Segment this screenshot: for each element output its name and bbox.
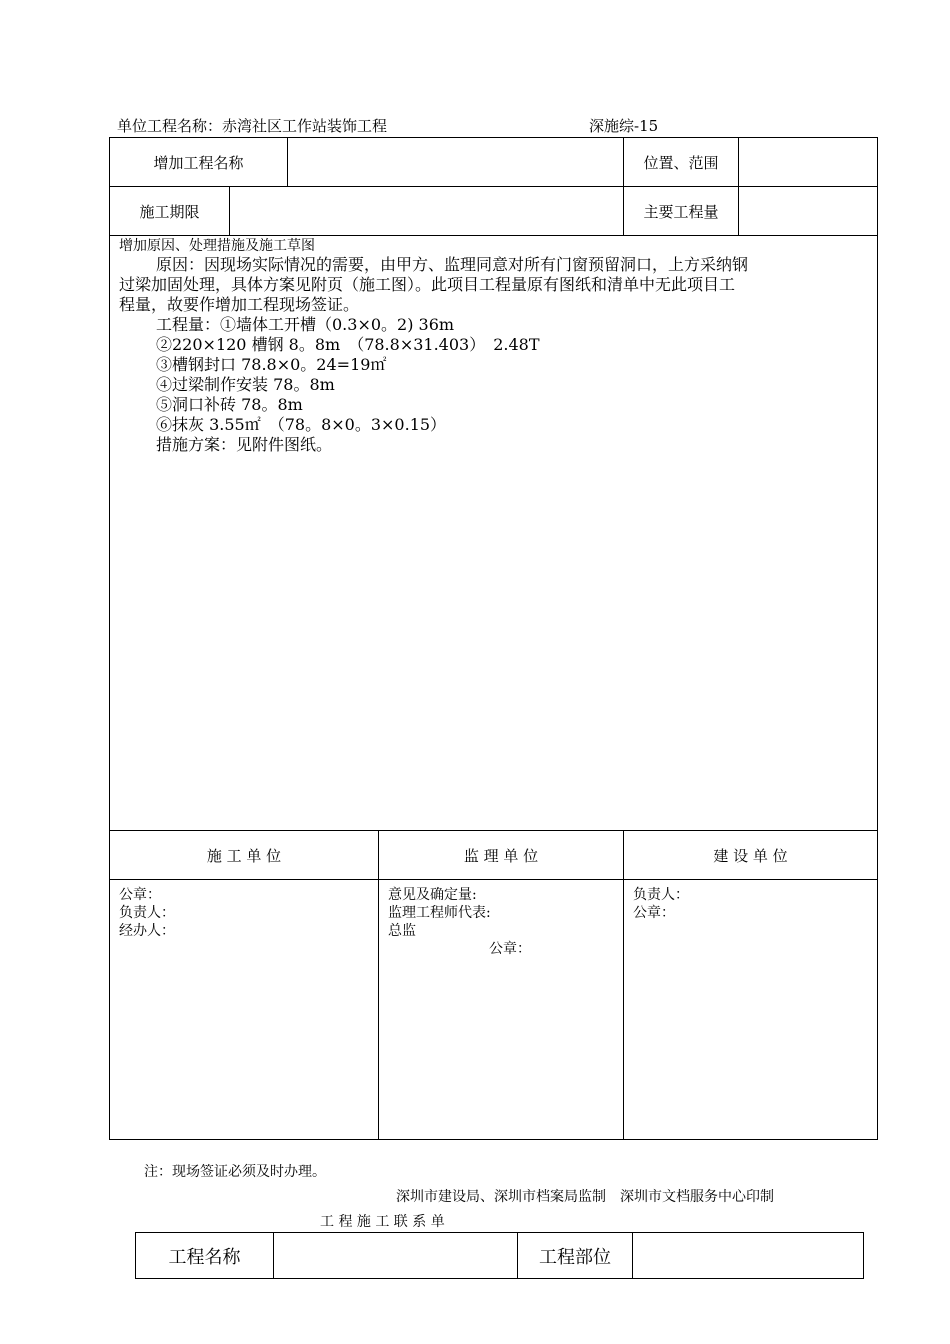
body-line: ③槽钢封口 78.8×0。24=19㎡ (156, 355, 387, 374)
main-quantity-value (739, 187, 878, 236)
supervision-unit-signature (379, 880, 624, 1140)
footer-note: 注：现场签证必须及时办理。 (144, 1164, 326, 1180)
contact-sheet-form (135, 1232, 864, 1279)
owner-unit-title: 建 设 单 位 (624, 831, 878, 880)
body-line: 程量，故要作增加工程现场签证。 (119, 295, 360, 314)
body-line: 过梁加固处理，具体方案见附页（施工图）。此项目工程量原有图纸和清单中无此项目工 (119, 275, 736, 294)
printer-credit: 深圳市建设局、深圳市档案局监制 深圳市文档服务中心印制 (396, 1189, 774, 1205)
site-visa-form (109, 137, 878, 1140)
construction-handler-label: 经办人： (119, 923, 175, 939)
construction-seal-label: 公章： (119, 887, 161, 903)
construction-unit-title: 施 工 单 位 (110, 831, 379, 880)
owner-unit-signature (624, 880, 878, 1140)
reason-section-title: 增加原因、处理措施及施工草图 (119, 238, 315, 254)
supervision-unit-title: 监 理 单 位 (379, 831, 624, 880)
construction-responsible-label: 负责人： (119, 905, 175, 921)
owner-seal-label: 公章： (633, 905, 676, 921)
location-scope-label: 位置、范围 (624, 138, 739, 187)
chief-supervisor-label: 总监 (388, 923, 417, 939)
project-name-field-label: 工程名称 (136, 1233, 274, 1279)
construction-period-value (230, 187, 624, 236)
project-part-field-label: 工程部位 (518, 1233, 633, 1279)
next-form-title: 工 程 施 工 联 系 单 (320, 1214, 445, 1230)
form-code: 深施综-15 (589, 117, 659, 135)
body-line: 原因：因现场实际情况的需要，由甲方、监理同意对所有门窗预留洞口，上方采纳钢 (156, 255, 749, 274)
added-work-name-label: 增加工程名称 (110, 138, 288, 187)
project-part-field-value (633, 1233, 864, 1279)
supervision-seal-label: 公章： (489, 941, 532, 957)
body-line: ④过梁制作安装 78。8m (156, 375, 335, 394)
project-name-field-value (274, 1233, 518, 1279)
owner-responsible-label: 负责人： (633, 887, 690, 903)
body-line: ⑤洞口补砖 78。8m (156, 395, 303, 414)
location-scope-value (739, 138, 878, 187)
project-name-label: 单位工程名称：赤湾社区工作站装饰工程 (117, 117, 388, 135)
body-line: 工程量：①墙体工开槽（0.3×0。2) 36m (156, 315, 455, 334)
main-quantity-label: 主要工程量 (624, 187, 739, 236)
reason-section (110, 236, 878, 831)
body-line: 措施方案：见附件图纸。 (156, 435, 333, 454)
added-work-name-value (288, 138, 624, 187)
construction-unit-signature (110, 880, 379, 1140)
body-line: ②220×120 槽钢 8。8m （78.8×31.403） 2.48T (156, 335, 540, 354)
supervision-opinion-label: 意见及确定量: (388, 887, 477, 903)
reason-body (110, 254, 877, 455)
body-line: ⑥抹灰 3.55㎡ （78。8×0。3×0.15） (156, 415, 447, 434)
construction-period-label: 施工期限 (110, 187, 230, 236)
supervision-engineer-label: 监理工程师代表: (388, 905, 491, 921)
